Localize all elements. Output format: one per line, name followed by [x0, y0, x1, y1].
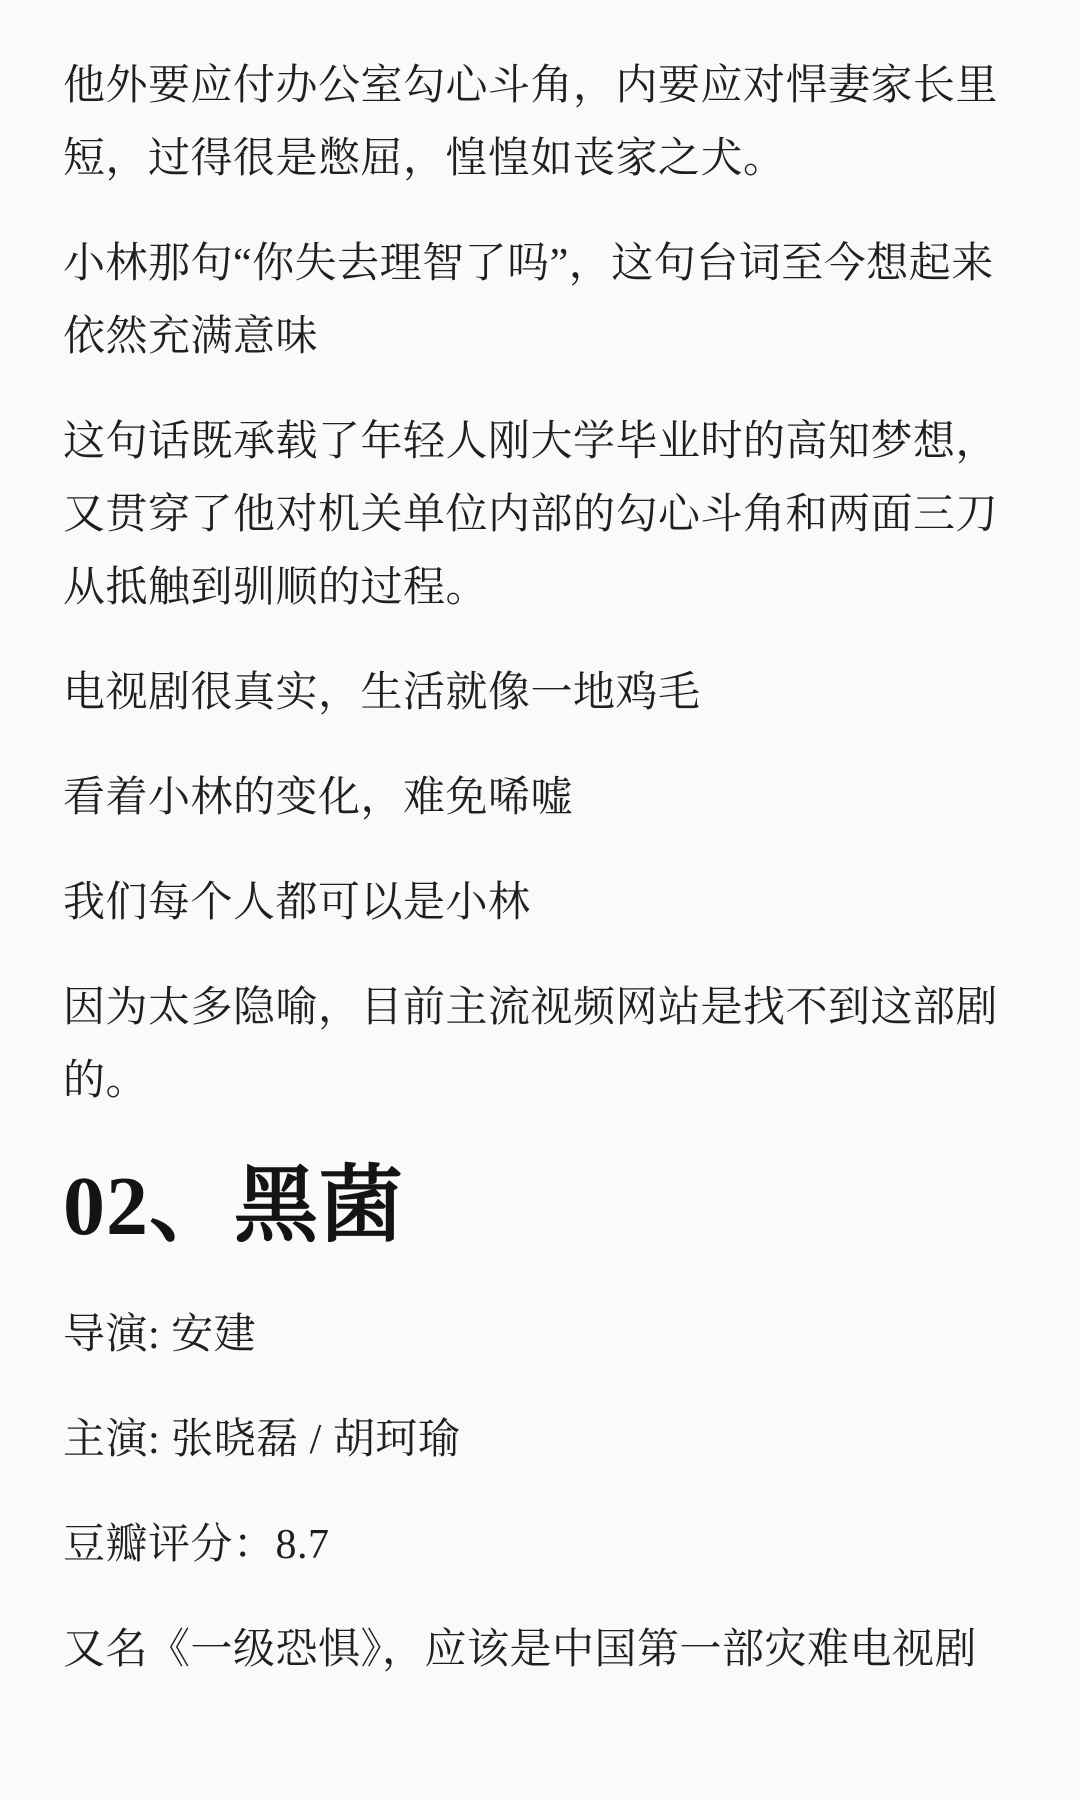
- paragraph: 看着小林的变化，难免唏嘘: [63, 775, 574, 821]
- info-line-director: 导演: 安建: [63, 1312, 257, 1358]
- info-line-cast: 主演: 张晓磊 / 胡珂瑜: [63, 1417, 461, 1463]
- paragraph: 这句话既承载了年轻人刚大学毕业时的高知梦想，又贯穿了他对机关单位内部的勾心斗角和两面三刀从抵触到驯顺的过程。: [63, 419, 999, 611]
- info-line-douban-rating: 豆瓣评分：8.7: [63, 1522, 330, 1568]
- paragraph: 因为太多隐喻，目前主流视频网站是找不到这部剧的。: [63, 985, 999, 1104]
- paragraph: 他外要应付办公室勾心斗角，内要应对悍妻家长里短，过得很是憋屈，惶惶如丧家之犬。: [63, 63, 999, 182]
- paragraph: 电视剧很真实，生活就像一地鸡毛: [63, 670, 701, 716]
- paragraph: 小林那句“你失去理智了吗”，这句台词至今想起来依然充满意味: [63, 241, 994, 360]
- paragraph: 我们每个人都可以是小林: [63, 880, 531, 926]
- section-heading: 02、黑菌: [63, 1160, 405, 1253]
- info-line-alt-title: 又名《一级恐惧》，应该是中国第一部灾难电视剧: [63, 1627, 978, 1673]
